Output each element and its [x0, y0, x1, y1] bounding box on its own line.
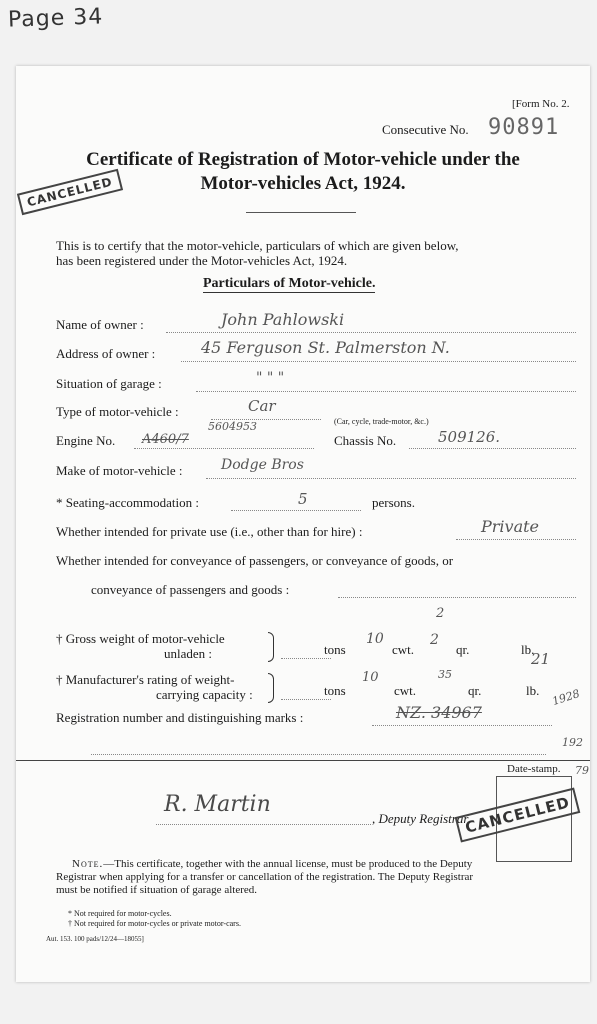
footnote-seating: * Not required for motor-cycles.	[68, 909, 172, 918]
vehicle-type-value: Car	[248, 397, 276, 415]
gross-qr-label: qr.	[456, 642, 470, 657]
seating-line	[231, 510, 361, 511]
deputy-registrar-label: , Deputy Registrar.	[372, 811, 471, 826]
rating-cwt-label: cwt.	[394, 683, 417, 698]
seating-label: * Seating-accommodation :	[56, 495, 199, 510]
gross-qr-value: 2	[436, 606, 445, 621]
conveyance-label-line2: conveyance of passengers and goods :	[91, 582, 290, 597]
private-use-value: Private	[481, 517, 540, 536]
chassis-number-value: 509126.	[438, 428, 501, 446]
gross-cwt-value: 2	[430, 632, 439, 648]
gross-weight-brace	[268, 632, 274, 662]
note-line1	[72, 858, 472, 870]
registration-number-value: NZ. 34967	[396, 703, 482, 722]
gross-tons-line	[281, 658, 331, 659]
garage-label: Situation of garage :	[56, 376, 162, 391]
deputy-registrar-signature: R. Martin	[164, 792, 271, 817]
particulars-heading: Particulars of Motor-vehicle.	[203, 276, 376, 291]
owner-address-value: 45 Ferguson St. Palmerston N.	[201, 338, 450, 357]
make-label: Make of motor-vehicle :	[56, 463, 183, 478]
rating-lb-value: 21	[531, 650, 551, 668]
date-stamp-label: Date-stamp.	[507, 763, 561, 775]
certificate-title-line1: Certificate of Registration of Motor-vehicle under the	[86, 149, 520, 170]
engine-number-struck: A460/7	[142, 432, 189, 447]
rating-tons-line	[281, 699, 331, 700]
garage-value: " " "	[256, 370, 285, 386]
private-use-label: Whether intended for private use (i.e., other than for hire) :	[56, 524, 363, 539]
make-value: Dodge Bros	[221, 457, 304, 473]
gross-cwt-label: cwt.	[392, 642, 415, 657]
owner-name-value: John Pahlowski	[221, 310, 345, 329]
engine-label: Engine No.	[56, 433, 116, 448]
footnote-weights: † Not required for motor-cycles or private motor-cars.	[68, 919, 241, 928]
chassis-label: Chassis No.	[334, 433, 397, 448]
intro-line1: This is to certify that the motor-vehicle, particulars of which are given below,	[56, 238, 459, 253]
registration-certificate	[16, 66, 590, 982]
seating-value: 5	[298, 490, 308, 508]
certificate-title-line2: Motor-vehicles Act, 1924.	[200, 173, 406, 194]
chassis-line	[409, 448, 576, 449]
persons-label: persons.	[372, 495, 415, 510]
rating-cwt-value: 35	[438, 668, 452, 681]
registration-side-note-1: 1928	[550, 686, 582, 709]
owner-address-label: Address of owner :	[56, 346, 156, 361]
vehicle-type-label: Type of motor-vehicle :	[56, 404, 179, 419]
gross-weight-label-line1: † Gross weight of motor-vehicle	[56, 631, 225, 646]
owner-name-line	[166, 332, 576, 333]
engine-number-value: 5604953	[208, 420, 257, 433]
gross-weight-label-line2: unladen :	[164, 646, 213, 661]
cancelled-stamp-top: CANCELLED	[17, 169, 123, 215]
signature-divider	[16, 760, 590, 761]
garage-line	[196, 391, 576, 392]
gross-tons-value: 10	[366, 631, 384, 647]
conveyance-line	[338, 597, 576, 598]
gross-lb-label: lb.	[521, 642, 535, 657]
rating-tons-value: 10	[362, 670, 379, 685]
cancelled-stamp-bottom: CANCELLED	[455, 787, 581, 842]
page-label: Page 34	[7, 4, 104, 33]
gross-tons-label: tons	[324, 642, 346, 657]
rating-label-line2: carrying capacity :	[156, 687, 253, 702]
title-rule	[246, 212, 356, 213]
extra-marks-line	[91, 754, 546, 755]
note-line2: Registrar when applying for a transfer or cancellation of the registration. The Deputy Registrar	[56, 871, 474, 883]
rating-tons-label: tons	[324, 683, 346, 698]
signature-line	[156, 824, 371, 825]
consecutive-label: Consecutive No.	[382, 122, 469, 137]
rating-brace	[268, 673, 274, 703]
note-label: Note.	[72, 858, 104, 870]
registration-marks-label: Registration number and distinguishing marks :	[56, 710, 304, 725]
make-line	[206, 478, 576, 479]
conveyance-label-line1: Whether intended for conveyance of passengers, or conveyance of goods, or	[56, 553, 454, 568]
printer-imprint: Aut. 153. 100 pads/12/24—18055]	[46, 935, 144, 943]
rating-qr-label: qr.	[468, 683, 482, 698]
engine-line	[134, 448, 314, 449]
intro-line2: has been registered under the Motor-vehicles Act, 1924.	[56, 253, 348, 268]
owner-address-line	[181, 361, 576, 362]
vehicle-type-hint: (Car, cycle, trade-motor, &c.)	[334, 417, 429, 426]
form-number: [Form No. 2.	[512, 98, 570, 110]
registration-side-note-3: 79	[575, 764, 589, 777]
rating-label-line1: † Manufacturer's rating of weight-	[56, 672, 235, 687]
note-text-line1: —This certificate, together with the annual license, must be produced to the Deputy	[103, 858, 473, 870]
owner-name-label: Name of owner :	[56, 317, 144, 332]
registration-marks-line	[372, 725, 552, 726]
consecutive-number: 90891	[488, 115, 560, 140]
rating-lb-label: lb.	[526, 683, 540, 698]
registration-side-note-2: 192	[562, 736, 583, 749]
private-use-line	[456, 539, 576, 540]
note-line3: must be notified if situation of garage altered.	[56, 884, 257, 896]
